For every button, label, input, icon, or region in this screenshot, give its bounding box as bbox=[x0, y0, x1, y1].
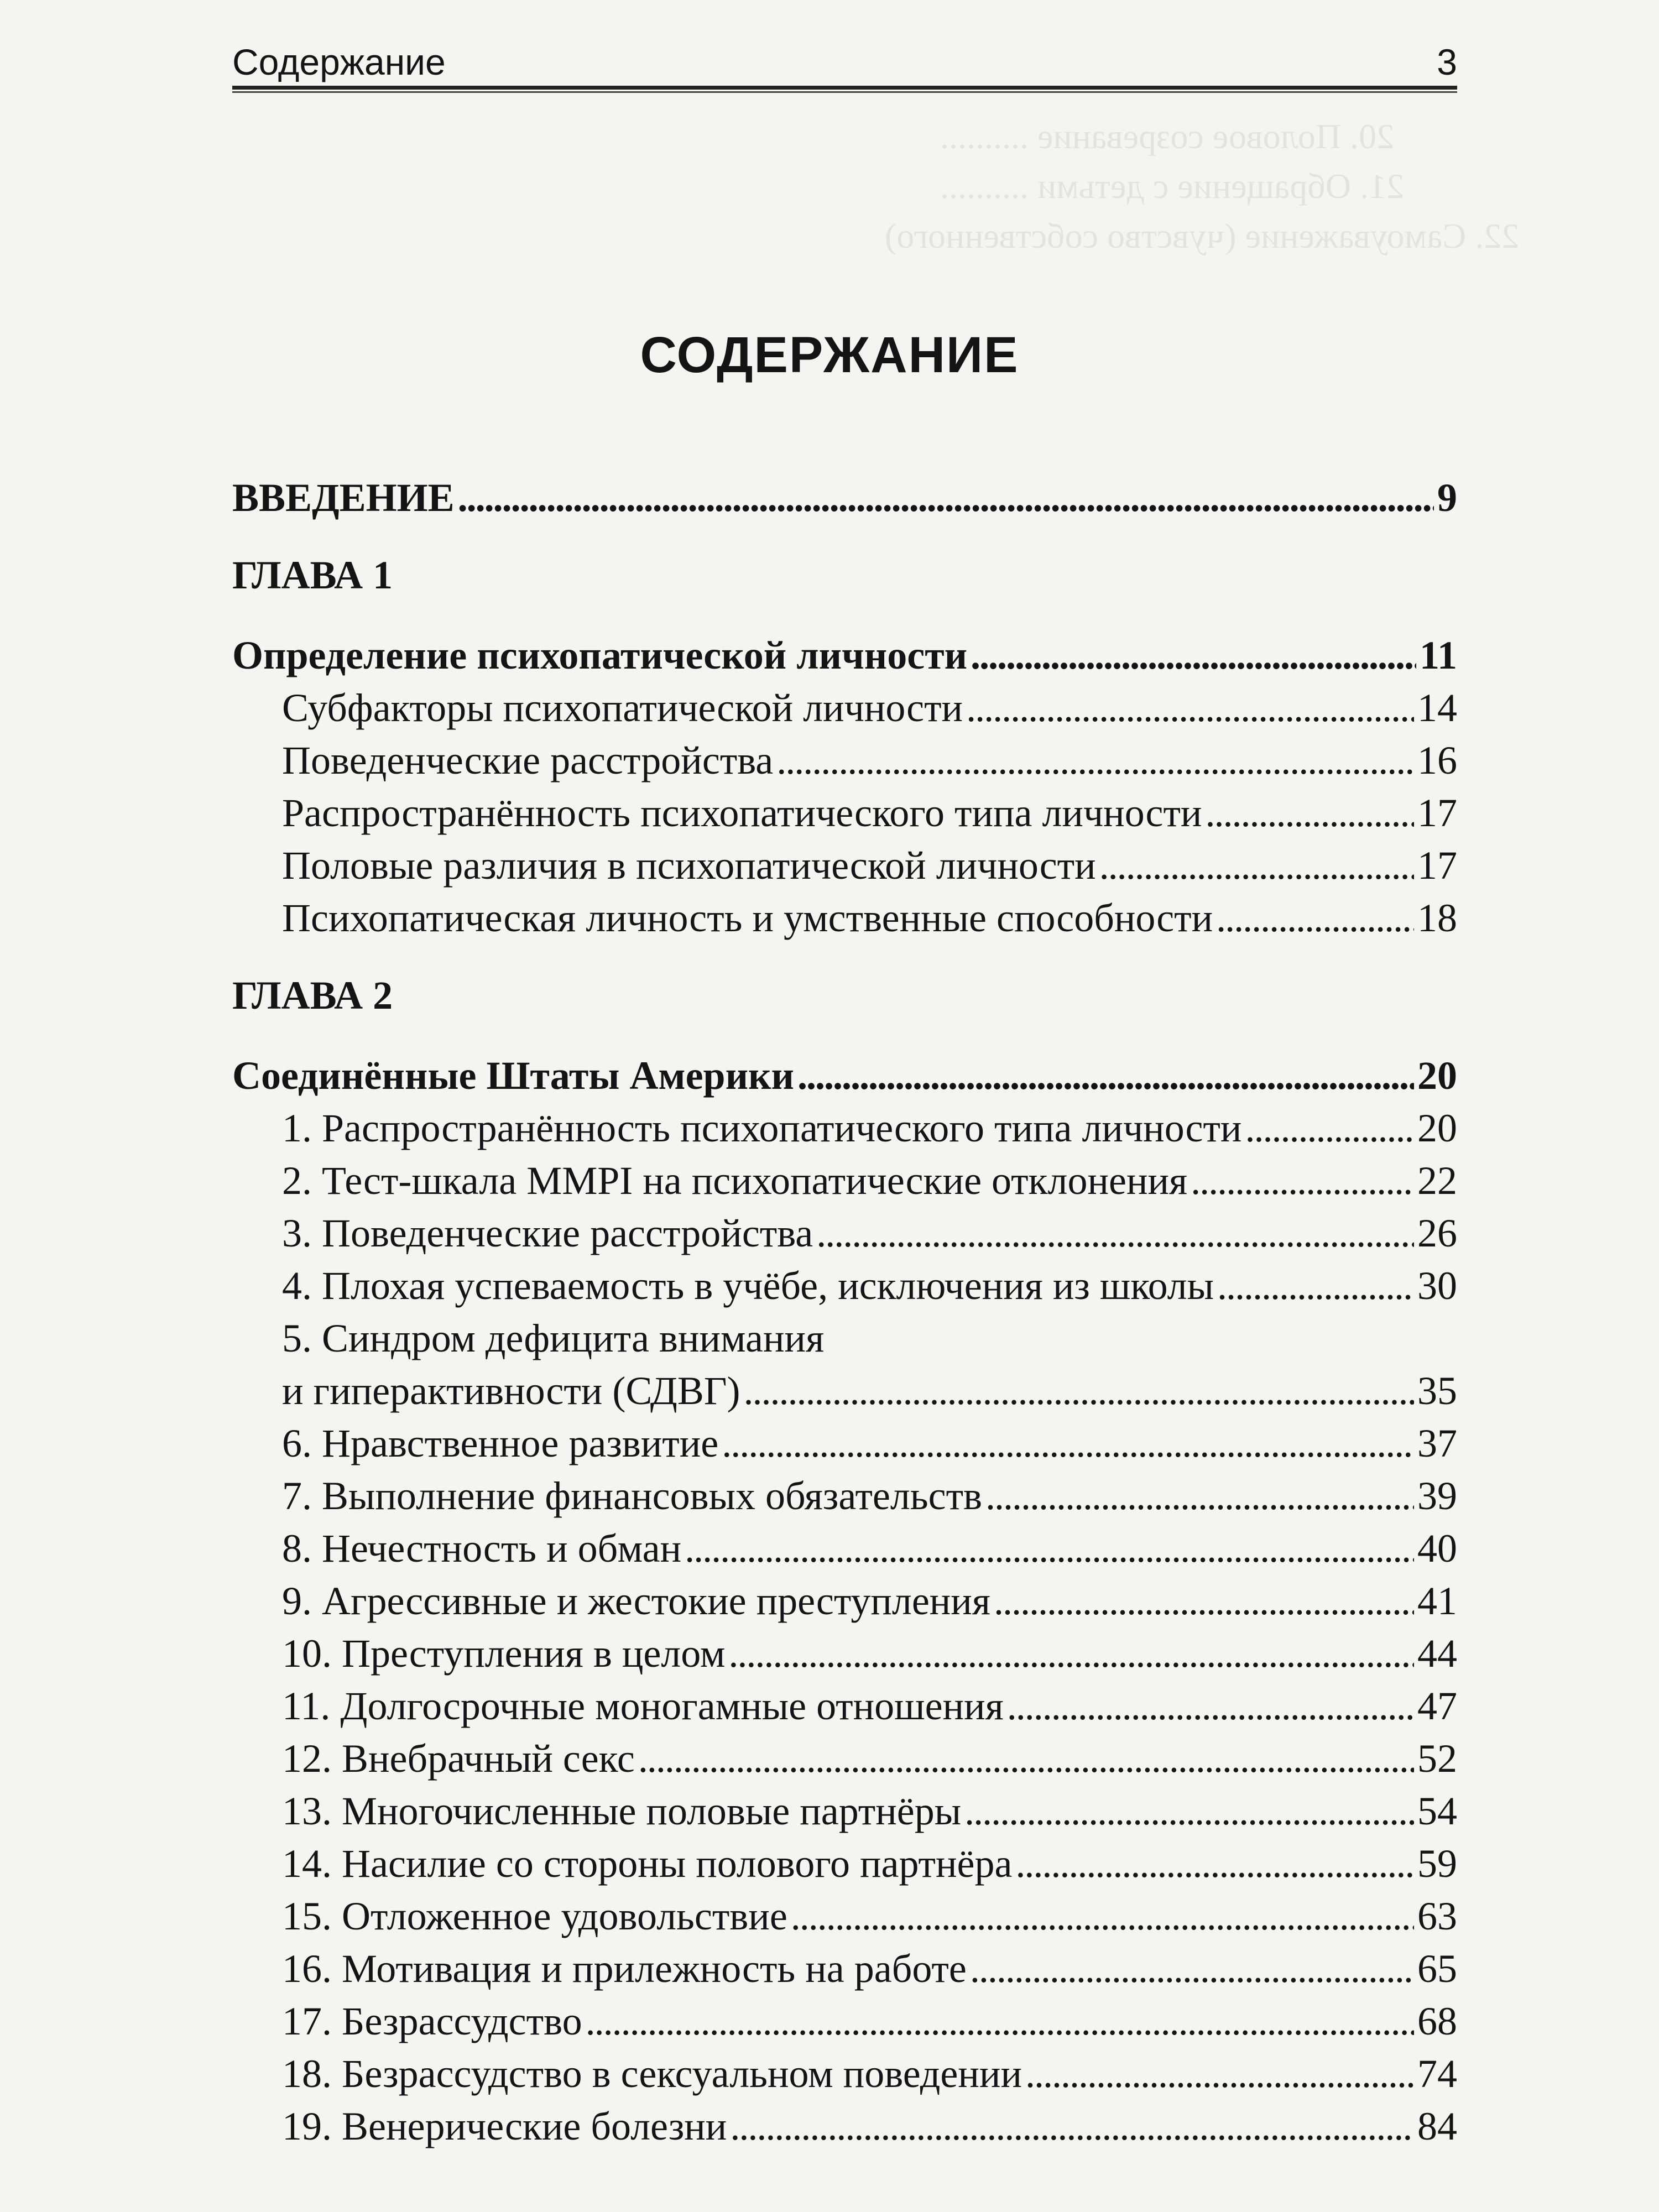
toc-entry bbox=[282, 1418, 1457, 1468]
running-header-section: Содержание bbox=[232, 41, 446, 82]
toc-entry-title: Половые различия в психопатической личности bbox=[282, 843, 1096, 888]
toc-entry-page: 18 bbox=[1417, 896, 1457, 940]
toc-entry-page: 65 bbox=[1417, 1947, 1457, 1991]
toc-entry-page: 44 bbox=[1417, 1631, 1457, 1676]
dot-leader bbox=[970, 1944, 1414, 1994]
toc-title: СОДЕРЖАНИЕ bbox=[640, 327, 1019, 383]
dot-leader bbox=[816, 1208, 1414, 1258]
toc-entry bbox=[282, 1366, 1457, 1416]
toc-entry bbox=[282, 1208, 1457, 1258]
toc-entry bbox=[282, 735, 1457, 785]
dot-leader bbox=[728, 1629, 1414, 1678]
toc-entry-title: Субфакторы психопатической личности bbox=[282, 686, 963, 730]
toc-entry bbox=[282, 1996, 1457, 2046]
toc-entry bbox=[282, 1839, 1457, 1888]
toc-entry-page: 16 bbox=[1417, 738, 1457, 782]
toc-entry-page: 68 bbox=[1417, 1999, 1457, 2043]
toc-entry-title: 19. Венерические болезни bbox=[282, 2104, 727, 2148]
dot-leader bbox=[1205, 788, 1414, 838]
dot-leader bbox=[1025, 2049, 1414, 2099]
dot-leader bbox=[776, 735, 1414, 785]
toc-entry-title: 18. Безрассудство в сексуальном поведении bbox=[282, 2052, 1022, 2096]
toc-entry bbox=[282, 1681, 1457, 1731]
toc-entry bbox=[282, 1786, 1457, 1836]
dot-leader bbox=[1015, 1839, 1414, 1888]
dot-leader bbox=[791, 1891, 1414, 1941]
toc-entry-page: 54 bbox=[1417, 1789, 1457, 1833]
toc-entry-page: 52 bbox=[1417, 1736, 1457, 1781]
toc-entry-page: 26 bbox=[1417, 1211, 1457, 1255]
toc-entry bbox=[282, 1576, 1457, 1626]
bleed-through-text: 20. Половое созревание .......... bbox=[940, 117, 1395, 156]
toc-entry-title: Определение психопатической личности bbox=[232, 633, 968, 677]
toc-entry bbox=[282, 2049, 1457, 2099]
toc-entry-title: 3. Поведенческие расстройства bbox=[282, 1211, 813, 1255]
dot-leader bbox=[685, 1524, 1414, 1573]
toc-entry-page: 84 bbox=[1417, 2104, 1457, 2148]
toc-entry-title: Распространённость психопатического типа личности bbox=[282, 791, 1202, 835]
dot-leader bbox=[971, 630, 1416, 680]
toc-entry-page: 9 bbox=[1437, 476, 1457, 520]
toc-entry bbox=[282, 683, 1457, 733]
dot-leader bbox=[586, 1996, 1414, 2046]
dot-leader bbox=[1007, 1681, 1414, 1731]
toc-entry bbox=[282, 1629, 1457, 1678]
toc-entry-title: 1. Распространённость психопатического типа личности bbox=[282, 1106, 1242, 1150]
toc-entry-title: 17. Безрассудство bbox=[282, 1999, 582, 2043]
toc-entry-title: 6. Нравственное развитие bbox=[282, 1421, 719, 1465]
dot-leader bbox=[1245, 1103, 1414, 1153]
toc-entry-page: 47 bbox=[1417, 1684, 1457, 1728]
toc-entry bbox=[232, 630, 1457, 680]
toc-entry-title: 15. Отложенное удовольствие bbox=[282, 1894, 787, 1938]
header-rule bbox=[232, 91, 1457, 93]
toc-entry-title: 11. Долгосрочные моногамные отношения bbox=[282, 1684, 1004, 1728]
chapter-heading: ГЛАВА 2 bbox=[232, 973, 393, 1018]
toc-entry-page: 63 bbox=[1417, 1894, 1457, 1938]
toc-entry bbox=[282, 2101, 1457, 2151]
toc-entry-title: 5. Синдром дефицита внимания bbox=[282, 1316, 825, 1360]
toc-entry-page: 41 bbox=[1417, 1579, 1457, 1623]
chapter-heading: ГЛАВА 1 bbox=[232, 553, 393, 597]
dot-leader bbox=[1099, 841, 1414, 890]
dot-leader bbox=[638, 1734, 1414, 1783]
dot-leader bbox=[797, 1051, 1414, 1100]
toc-entry-title: 8. Нечестность и обман bbox=[282, 1526, 682, 1571]
toc-entry-page: 22 bbox=[1417, 1159, 1457, 1203]
dot-leader bbox=[1216, 893, 1414, 943]
toc-entry-page: 37 bbox=[1417, 1421, 1457, 1465]
toc-entry-title: 16. Мотивация и прилежность на работе bbox=[282, 1947, 967, 1991]
toc-entry-title: Поведенческие расстройства bbox=[282, 738, 774, 782]
toc-entry bbox=[282, 1734, 1457, 1783]
dot-leader bbox=[985, 1471, 1414, 1521]
toc-entry bbox=[282, 1471, 1457, 1521]
toc-entry-page: 17 bbox=[1417, 791, 1457, 835]
toc-entry-page: 17 bbox=[1417, 843, 1457, 888]
toc-entry bbox=[232, 1051, 1457, 1100]
toc-entry bbox=[282, 841, 1457, 890]
toc-entry-page: 59 bbox=[1417, 1841, 1457, 1886]
toc-entry-title: Соединённые Штаты Америки bbox=[232, 1053, 795, 1098]
toc-entry bbox=[282, 788, 1457, 838]
toc-entry-page: 14 bbox=[1417, 686, 1457, 730]
dot-leader bbox=[722, 1418, 1414, 1468]
toc-entry-page: 35 bbox=[1417, 1369, 1457, 1413]
toc-entry-page: 20 bbox=[1417, 1106, 1457, 1150]
toc-entry-page: 11 bbox=[1419, 633, 1457, 677]
toc-entry bbox=[282, 1891, 1457, 1941]
toc-entry-title: 7. Выполнение финансовых обязательств bbox=[282, 1474, 983, 1518]
toc-entry-title: 2. Тест-шкала MMPI на психопатические отклонения bbox=[282, 1159, 1188, 1203]
toc-entry bbox=[282, 1313, 1457, 1363]
dot-leader bbox=[730, 2101, 1414, 2151]
toc-entry-page: 20 bbox=[1417, 1053, 1457, 1098]
toc-entry-title: и гиперактивности (СДВГ) bbox=[282, 1369, 740, 1413]
dot-leader bbox=[1217, 1261, 1414, 1311]
toc-entry-page: 39 bbox=[1417, 1474, 1457, 1518]
toc-entry bbox=[282, 1524, 1457, 1573]
dot-leader bbox=[1191, 1156, 1414, 1206]
dot-leader bbox=[744, 1366, 1415, 1416]
toc-entry-title: 9. Агрессивные и жестокие преступления bbox=[282, 1579, 990, 1623]
toc-entry-title: 4. Плохая успеваемость в учёбе, исключения из школы bbox=[282, 1264, 1214, 1308]
toc-entry bbox=[282, 1156, 1457, 1206]
toc-entry-page: 74 bbox=[1417, 2052, 1457, 2096]
toc-entry-title: 10. Преступления в целом bbox=[282, 1631, 726, 1676]
toc-entry bbox=[282, 1261, 1457, 1311]
toc-entry-page: 30 bbox=[1417, 1264, 1457, 1308]
toc-entry-title: 12. Внебрачный секс bbox=[282, 1736, 635, 1781]
bleed-through-text: 21. Обращение с детьми .......... bbox=[940, 166, 1405, 206]
running-header-page-number: 3 bbox=[1437, 41, 1457, 82]
toc-entry bbox=[282, 1103, 1457, 1153]
toc-entry-title: 14. Насилие со стороны полового партнёра bbox=[282, 1841, 1013, 1886]
bleed-through-text: 22. Самоуважение (чувство собственного) bbox=[885, 216, 1520, 255]
dot-leader bbox=[458, 473, 1434, 523]
toc-entry bbox=[232, 473, 1457, 523]
toc-entry-title: Психопатическая личность и умственные способности bbox=[282, 896, 1213, 940]
dot-leader bbox=[994, 1576, 1414, 1626]
toc-entry-page: 40 bbox=[1417, 1526, 1457, 1571]
dot-leader bbox=[966, 683, 1414, 733]
running-header bbox=[232, 30, 1457, 90]
toc-entry bbox=[282, 1944, 1457, 1994]
dot-leader bbox=[964, 1786, 1414, 1836]
toc-entry bbox=[282, 893, 1457, 943]
toc-entry-title: ВВЕДЕНИЕ bbox=[232, 476, 455, 520]
toc-entry-title: 13. Многочисленные половые партнёры bbox=[282, 1789, 962, 1833]
